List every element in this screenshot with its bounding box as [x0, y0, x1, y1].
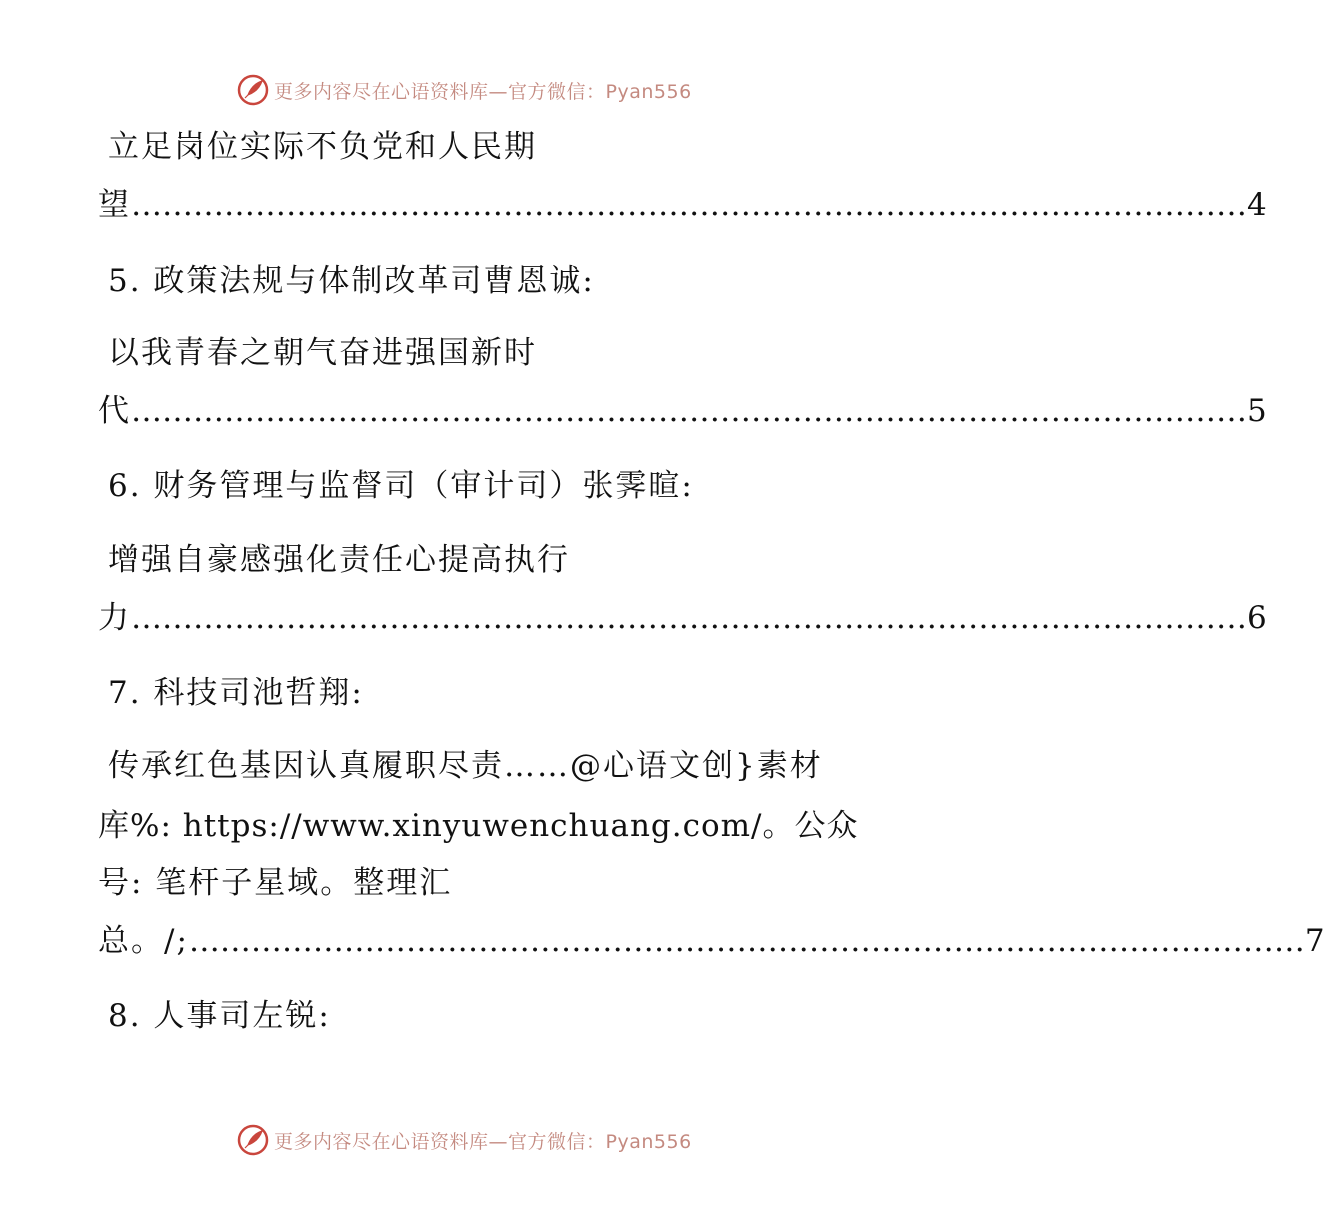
- toc-line: 增强自豪感强化责任心提高执行: [108, 542, 570, 578]
- toc-page-number: 7: [1304, 923, 1325, 959]
- toc-page-number: 4: [1247, 187, 1267, 223]
- toc-leader-dots: ………………………………………………………………………………………………: [131, 393, 1247, 429]
- toc-leader-dots: ………………………………………………………………………………………………: [188, 923, 1305, 959]
- toc-line: 库%: https://www.xinyuwenchuang.com/。公众: [98, 808, 859, 844]
- logo-quill-icon: [236, 73, 270, 107]
- watermark-footer: [236, 1122, 716, 1158]
- toc-entry: [98, 921, 1325, 961]
- toc-page-number: 6: [1247, 600, 1267, 636]
- toc-entry-lead: 代: [98, 393, 131, 429]
- toc-entry-lead: 望: [98, 187, 131, 223]
- toc-line: 号: 笔杆子星域。整理汇: [98, 865, 453, 901]
- toc-leader-dots: ………………………………………………………………………………………………: [131, 600, 1247, 636]
- toc-leader-dots: ………………………………………………………………………………………………: [131, 187, 1247, 223]
- toc-line: 立足岗位实际不负党和人民期: [108, 129, 537, 165]
- toc-entry-lead: 力: [98, 600, 131, 636]
- logo-quill-icon: [236, 1123, 270, 1157]
- toc-page-number: 5: [1247, 393, 1267, 429]
- toc-entry-lead: 总。/;: [98, 923, 189, 959]
- toc-line: 以我青春之朝气奋进强国新时: [108, 335, 537, 371]
- toc-heading: 8. 人事司左锐:: [108, 998, 331, 1034]
- toc-heading: 6. 财务管理与监督司（审计司）张霁暄:: [108, 468, 694, 504]
- toc-heading: 7. 科技司池哲翔:: [108, 675, 364, 711]
- watermark-header: [236, 72, 716, 108]
- watermark-text: 更多内容尽在心语资料库—官方微信：Pyan556: [274, 1130, 692, 1153]
- watermark-text: 更多内容尽在心语资料库—官方微信：Pyan556: [274, 80, 692, 103]
- toc-line: 传承红色基因认真履职尽责……@心语文创}素材: [108, 748, 823, 784]
- toc-entry: [98, 185, 1267, 225]
- toc-entry: [98, 598, 1267, 638]
- toc-entry: [98, 391, 1267, 431]
- toc-heading: 5. 政策法规与体制改革司曹恩诚:: [108, 263, 595, 299]
